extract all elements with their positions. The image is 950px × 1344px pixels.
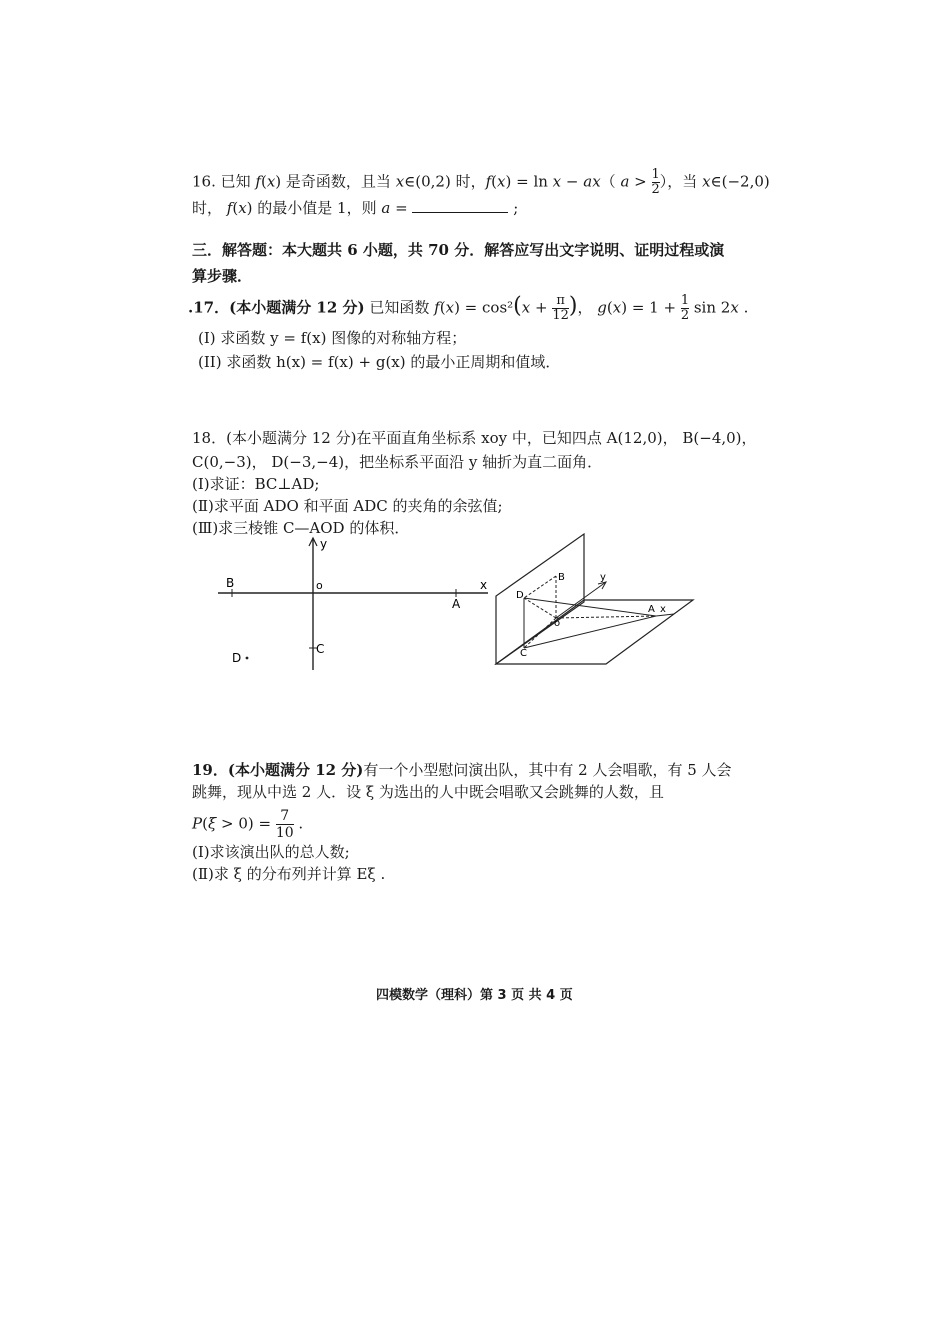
page-footer: 四模数学（理科）第 3 页 共 4 页 xyxy=(376,988,573,1003)
q18-part3: (Ⅲ)求三棱锥 C—AOD 的体积． xyxy=(192,519,410,537)
ac-segment xyxy=(524,616,656,648)
q18-part1: (Ⅰ)求证：BC⊥AD; xyxy=(192,475,320,493)
q17-stem: .17．(本小题满分 12 分) 已知函数 f(x) = cos²(x + $\frac{\pi}{12}$ )， g(x) = 1 + $\frac{1}{2}$ sin 2x . xyxy=(188,293,749,323)
od-segment xyxy=(524,598,556,618)
label-d: D xyxy=(516,590,524,601)
label-a: A xyxy=(648,604,655,615)
q17-part2: (II) 求函数 h(x) = f(x) + g(x) 的最小正周期和值域． xyxy=(198,353,561,371)
q17-part1: (I) 求函数 y = f(x) 图像的对称轴方程； xyxy=(198,329,467,347)
section3-line2: 算步骤． xyxy=(192,267,253,285)
section3-line1: 三．解答题：本大题共 6 小题，共 70 分．解答应写出文字说明、证明过程或演 xyxy=(192,241,725,259)
q16-line2: 时， f(x) 的最小值是 1，则 a = ; xyxy=(192,199,519,217)
point-d xyxy=(246,657,249,660)
label-y: y xyxy=(600,572,606,583)
label-x: x xyxy=(660,604,666,615)
bd-segment xyxy=(524,576,556,598)
q19-part1: (Ⅰ)求该演出队的总人数; xyxy=(192,843,350,861)
q16-line1: 16. 已知 f(x) 是奇函数，且当 x∈(0,2) 时，f(x) = ln x − ax（ a > $\frac{1}{2}$ ），当 x∈(−2,0) xyxy=(192,167,770,197)
label-o: o xyxy=(554,618,561,629)
q19-part2: (Ⅱ)求 ξ 的分布列并计算 Eξ . xyxy=(192,865,386,883)
oc-segment xyxy=(524,618,556,648)
q18-figure-plane xyxy=(210,534,500,684)
q19-stem2: 跳舞，现从中选 2 人．设 ξ 为选出的人中既会唱歌又会跳舞的人数，且 xyxy=(192,783,664,801)
q19-stem1: 19．(本小题满分 12 分)有一个小型慰问演出队，其中有 2 人会唱歌，有 5 人会 xyxy=(192,761,732,779)
q19-formula: P(ξ > 0) = $\frac{7}{10}$ . xyxy=(192,808,304,841)
label-b: B xyxy=(558,572,565,583)
label-y: y xyxy=(320,537,328,551)
q18-figure-dihedral xyxy=(488,526,703,671)
label-o: o xyxy=(316,579,323,592)
label-x: x xyxy=(480,578,488,592)
q18-stem1: 18．(本小题满分 12 分)在平面直角坐标系 xoy 中，已知四点 A(12,0)， B(−4,0)， xyxy=(192,429,757,447)
ad-segment xyxy=(524,598,656,616)
label-a: A xyxy=(452,597,461,611)
label-c: C xyxy=(316,642,325,656)
label-d: D xyxy=(232,651,242,665)
oa-segment xyxy=(556,616,656,618)
q18-stem2: C(0,−3)， D(−3,−4)，把坐标系平面沿 y 轴折为直二面角． xyxy=(192,453,603,471)
label-b: B xyxy=(226,576,235,590)
q18-part2: (Ⅱ)求平面 ADO 和平面 ADC 的夹角的余弦值; xyxy=(192,497,503,515)
label-c: C xyxy=(520,648,527,659)
